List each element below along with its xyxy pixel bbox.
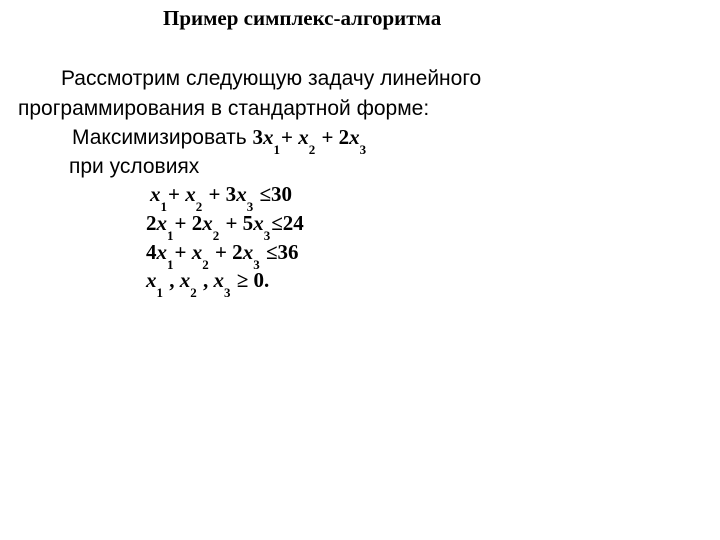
variable: x <box>156 240 167 264</box>
variable: x <box>191 240 203 264</box>
intro-line-2: программирования в стандартной форме: <box>18 97 430 120</box>
formula-text: + 2 <box>209 240 243 264</box>
nonnegativity-constraint <box>146 268 270 301</box>
maximize-label: Максимизировать <box>72 126 253 149</box>
variable: x <box>150 182 161 206</box>
formula-text: , <box>164 268 180 292</box>
variable: x <box>298 125 309 149</box>
variable: x <box>179 268 191 292</box>
constraint-3 <box>146 240 299 273</box>
formula-text: 2 <box>146 211 157 235</box>
formula-text: 4 <box>146 240 157 264</box>
subscript: 3 <box>263 228 271 244</box>
formula-text: ≥ 0. <box>231 268 270 292</box>
subscript: 1 <box>167 228 174 244</box>
formula-text: + <box>168 182 186 206</box>
formula-text: + 3 <box>203 182 237 206</box>
subscript: 3 <box>359 142 367 158</box>
formula-text: ≤30 <box>254 182 292 206</box>
variable: x <box>213 268 224 292</box>
formula-text: + 5 <box>220 211 254 235</box>
subscript: 2 <box>202 257 209 273</box>
formula-text: ≤24 <box>271 211 304 235</box>
subscript: 1 <box>273 142 280 158</box>
slide-title: Пример симплекс-алгоритма <box>163 6 442 30</box>
formula-text: + 2 <box>174 211 203 235</box>
variable: x <box>236 182 247 206</box>
constraint-1 <box>150 182 292 215</box>
formula-text: ≤36 <box>260 240 299 264</box>
subscript: 3 <box>246 199 254 215</box>
subscript: 2 <box>190 285 197 301</box>
subscript: 1 <box>167 257 174 273</box>
variable: x <box>185 182 196 206</box>
variable: x <box>156 211 167 235</box>
formula-text: + <box>280 125 299 149</box>
constraint-2 <box>146 211 304 244</box>
subscript: 3 <box>224 285 231 301</box>
objective-formula <box>252 125 367 158</box>
subscript: 1 <box>160 199 167 215</box>
variable: x <box>262 125 274 149</box>
subscript: 3 <box>253 257 260 273</box>
formula-text: + 2 <box>316 125 350 149</box>
objective-line <box>72 125 367 158</box>
subscript: 2 <box>308 142 316 158</box>
subscript: 1 <box>156 285 163 301</box>
intro-line-1: Рассмотрим следующую задачу линейного <box>61 67 482 90</box>
variable: x <box>349 125 360 149</box>
formula-text: 3 <box>252 125 263 149</box>
subject-to-label: при условиях <box>69 155 200 178</box>
subscript: 2 <box>212 228 220 244</box>
variable: x <box>242 240 254 264</box>
formula-text: , <box>197 268 214 292</box>
variable: x <box>253 211 264 235</box>
variable: x <box>146 268 157 292</box>
variable: x <box>202 211 213 235</box>
formula-text: + <box>174 240 192 264</box>
subscript: 2 <box>195 199 203 215</box>
